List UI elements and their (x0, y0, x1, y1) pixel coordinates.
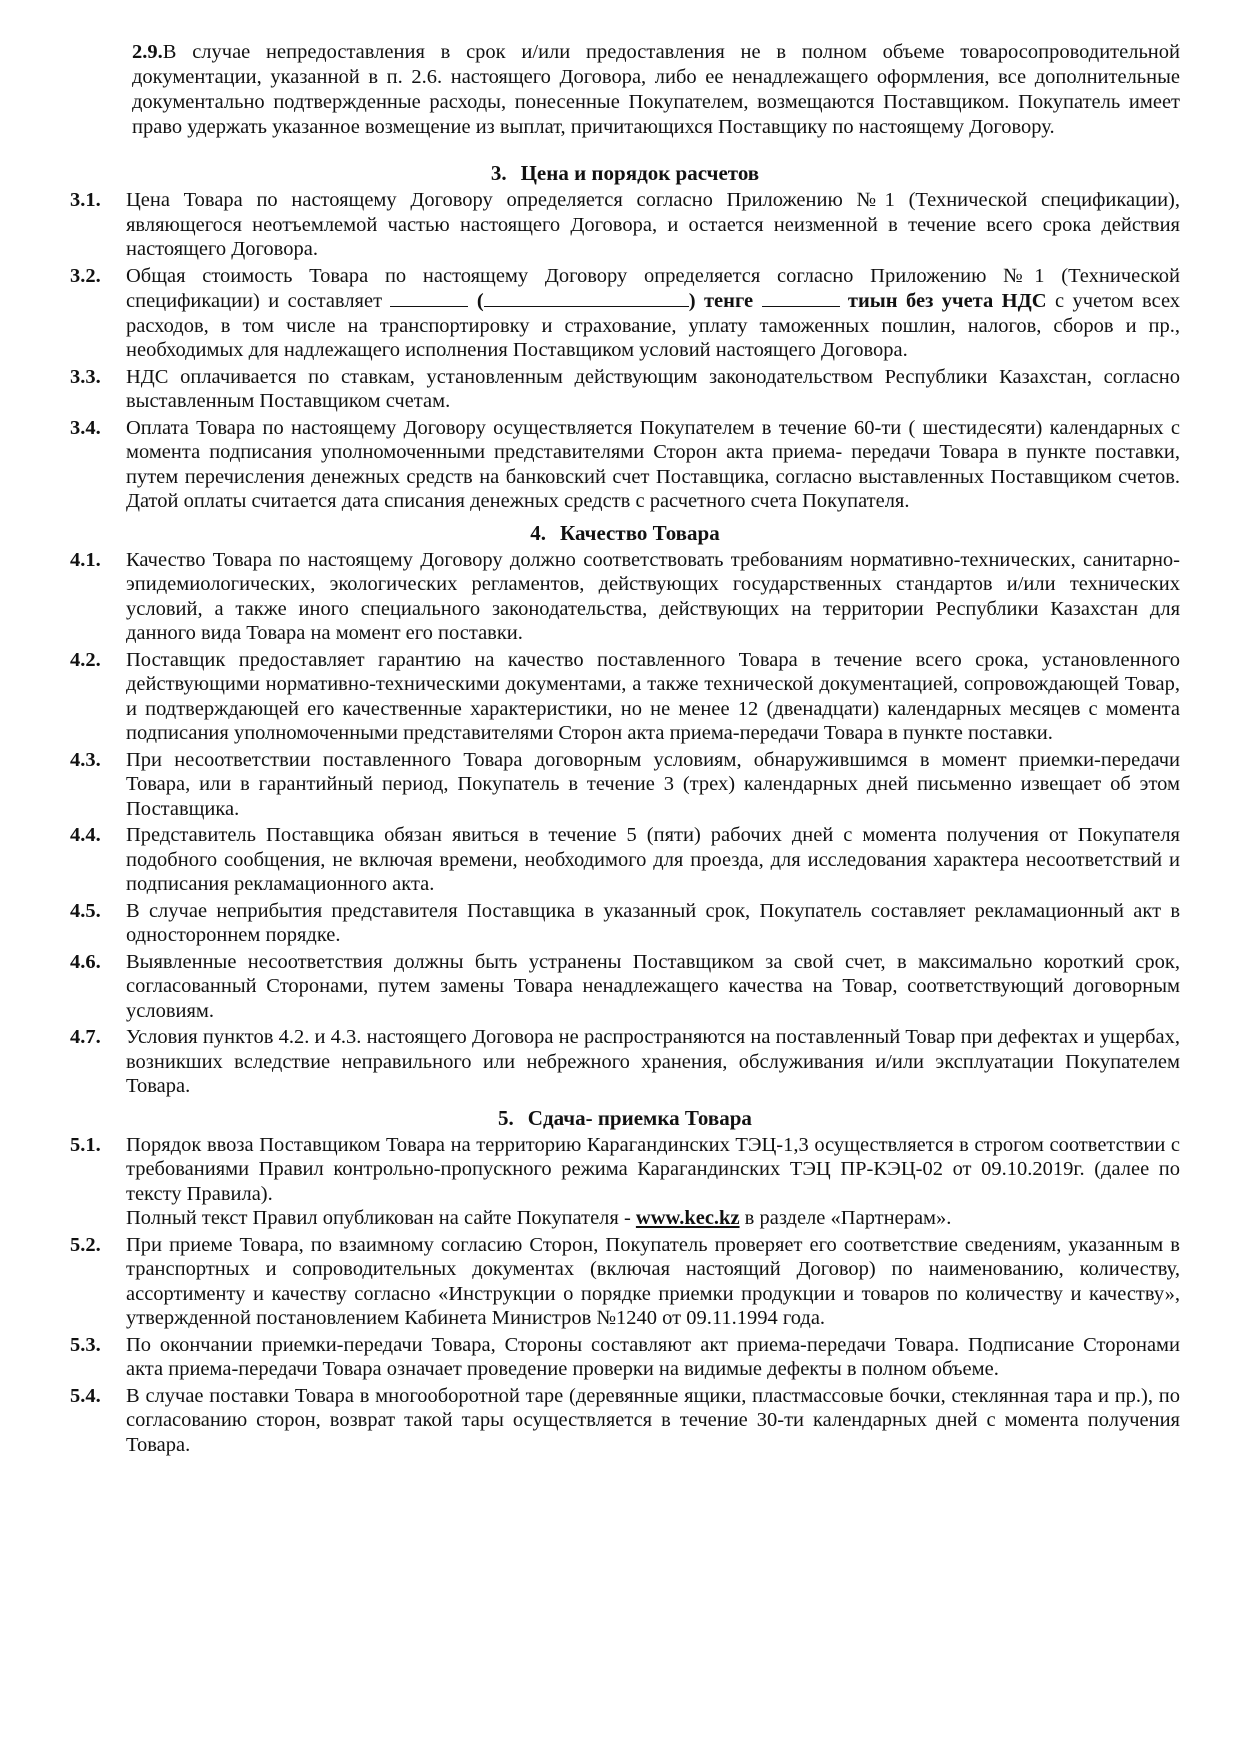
clause-text: В случае неприбытия представителя Поставщика в указанный срок, Покупатель составляет рекламационный акт в одностороннем порядке. (126, 899, 1180, 946)
clause-text: При приеме Товара, по взаимному согласию Сторон, Покупатель проверяет его соответствие сведениям, указанным в транспортных и сопроводительных документах (включая настоящий Договор) по наименованию, количеству, ассортименту и качеству согласно «Инструкции о порядке приемки продукции и товаров по количеству и качеству», утвержденной постановлением Кабинета Министров №1240 от 09.11.1994 года. (126, 1233, 1180, 1329)
clause-text-part: ( (476, 290, 484, 312)
clause-text-part: Порядок ввоза Поставщиком Товара на территорию Карагандинских ТЭЦ-1,3 осуществляется в строгом соответствии с требованиями Правил контрольно-пропускного режима Карагандинских ТЭЦ ПР-КЭЦ-02 от 09.10.2019г. (далее по тексту Правила). (126, 1133, 1180, 1205)
clause-number: 3.2. (70, 264, 101, 287)
clause-number: 2.9. (132, 41, 163, 63)
section-number: 3. (490, 161, 507, 185)
clause-number: 3.1. (70, 189, 101, 211)
clause-number: 3.3. (70, 365, 101, 388)
clause-5-1 (70, 1133, 1180, 1231)
clause-text: По окончании приемки-передачи Товара, Стороны составляют акт приема-передачи Товара. Подписание Сторонами акта приема-передачи Товара означает проведение проверки на видимые дефекты в полном объеме. (126, 1333, 1180, 1380)
clause-text: Оплата Товара по настоящему Договору осуществляется Покупателем в течение 60-ти ( шестидесяти) календарных с момента подписания уполномоченными представителями Сторон акта приема- передачи Товара в пункте поставки, путем перечисления денежных средств на банковский счет Поставщика, согласно выставленных Поставщиком счетов. Датой оплаты считается дата списания денежных средств с расчетного счета Покупателя. (126, 416, 1180, 512)
clause-text: В случае поставки Товара в многооборотной таре (деревянные ящики, пластмассовые бочки, стеклянная тара и пр.), по согласованию сторон, возврат такой тары осуществляется в течение 30-ти календарных дней с момента получения Товара. (126, 1384, 1180, 1456)
clause-text: Выявленные несоответствия должны быть устранены Поставщиком за свой счет, в максимально короткий срок, согласованный Сторонами, путем замены Товара ненадлежащего качества на Товар, соответствующий договорным условиям. (126, 950, 1180, 1022)
tiyn-blank[interactable] (762, 288, 840, 307)
clause-3-2 (70, 264, 1180, 363)
clause-text-part: в разделе «Партнерам». (744, 1207, 952, 1229)
clause-number: 4.4. (70, 824, 101, 846)
clause-4-5 (70, 899, 1180, 948)
currency-label: ) тенге (688, 290, 754, 312)
clause-text: Качество Товара по настоящему Договору должно соответствовать требованиям нормативно-технических, санитарно-эпидемиологических, экологических регламентов, действующих государственных стандартов и/или технических условий, а также иного специального законодательства, действующих на территории Республики Казахстан для данного вида Товара на момент его поставки. (126, 548, 1180, 644)
clause-text: В случае непредоставления в срок и/или предоставления не в полном объеме товаросопроводительной документации, указанной в п. 2.6. настоящего Договора, либо ее ненадлежащего оформления, все дополнительные документально подтвержденные расходы, понесенные Покупателем, возмещаются Поставщиком. Покупатель имеет право удержать указанное возмещение из выплат, причитающихся Поставщику по настоящему Договору. (132, 41, 1180, 138)
clause-number: 5.3. (70, 1333, 101, 1356)
clause-4-2 (70, 648, 1180, 746)
clause-number: 4.6. (70, 950, 101, 973)
clause-text (126, 264, 1180, 363)
clause-text-part: с учетом всех расходов, в том числе на транспортировку и страхование, уплату таможенных пошлин, налогов, сборов и пр., необходимых для надлежащего исполнения Поставщиком условий настоящего Договора. (126, 290, 1181, 361)
clause-text-part: Общая стоимость Товара по настоящему Договору определяется согласно Приложению №1 (Технической спецификации) и составляет (126, 264, 1180, 312)
clause-4-3 (70, 748, 1180, 822)
clause-text: Представитель Поставщика обязан явиться в течение 5 (пяти) рабочих дней с момента получения от Покупателя подобного сообщения, не включая времени, необходимого для проезда, для исследования характера несоответствий и подписания рекламационного акта. (126, 824, 1180, 895)
amount-words-blank[interactable] (484, 288, 689, 307)
clause-text: Поставщик предоставляет гарантию на качество поставленного Товара в течение всего срока, установленного действующими нормативно-техническими документами, а также технической документацией, сопровождающей Товар, и подтверждающей его качественные характеристики, но не менее 12 (двенадцати) календарных месяцев с момента подписания уполномоченными представителями Сторон акта приема-передачи Товара в пункте поставки. (126, 648, 1180, 744)
clause-5-4 (70, 1384, 1180, 1458)
clause-2-9 (132, 40, 1180, 140)
clause-3-4 (70, 416, 1180, 514)
clause-number: 4.7. (70, 1026, 101, 1048)
clause-number: 5.1. (70, 1133, 101, 1156)
website-link[interactable]: www.kec.kz (635, 1207, 740, 1229)
clause-text: При несоответствии поставленного Товара договорным условиям, обнаружившимся в момент приемки-передачи Товара, или в гарантийный период, Покупатель в течение 3 (трех) календарных дней письменно извещает об этом Поставщика. (126, 748, 1180, 820)
clause-3-1 (70, 188, 1180, 262)
clause-text-part: Полный текст Правил опубликован на сайте Покупателя - (126, 1207, 631, 1229)
clause-number: 4.3. (70, 748, 101, 771)
clause-text: Цена Товара по настоящему Договору определяется согласно Приложению №1 (Технической спецификации), являющегося неотъемлемой частью настоящего Договора, и остается неизменной в течение всего срока действия настоящего Договора. (126, 189, 1180, 260)
clause-number: 5.4. (70, 1384, 101, 1407)
clause-number: 4.2. (70, 648, 101, 671)
section-5-title (70, 1105, 1180, 1131)
clause-text: Условия пунктов 4.2. и 4.3. настоящего Договора не распространяются на поставленный Товар при дефектах и ущербах, возникших вследствие неправильного или небрежного хранения, обслуживания и/или эксплуатации Покупателем Товара. (126, 1026, 1180, 1097)
clause-number: 5.2. (70, 1233, 101, 1256)
section-number: 5. (498, 1105, 514, 1130)
clause-text: НДС оплачивается по ставкам, установленным действующим законодательством Республики Казахстан, согласно выставленным Поставщиком счетам. (126, 365, 1180, 412)
clause-number: 4.5. (70, 899, 101, 922)
clause-4-4 (70, 823, 1180, 897)
clause-5-2 (70, 1233, 1180, 1331)
section-number: 4. (530, 520, 547, 545)
section-3-title (70, 160, 1180, 186)
clause-number: 3.4. (70, 416, 101, 439)
clause-text (126, 1133, 1180, 1231)
clause-3-3 (70, 365, 1180, 414)
clause-4-6 (70, 950, 1180, 1024)
clause-5-3 (70, 1333, 1180, 1382)
clause-4-7 (70, 1025, 1180, 1099)
vat-note: тиын без учета НДС (847, 290, 1047, 312)
clause-number: 4.1. (70, 548, 101, 571)
clause-4-1 (70, 548, 1180, 646)
section-heading: Сдача- приемка Товара (527, 1105, 752, 1130)
section-4-title (70, 520, 1180, 546)
amount-blank[interactable] (390, 288, 468, 307)
section-heading: Цена и порядок расчетов (520, 161, 760, 185)
section-heading: Качество Товара (560, 520, 720, 545)
